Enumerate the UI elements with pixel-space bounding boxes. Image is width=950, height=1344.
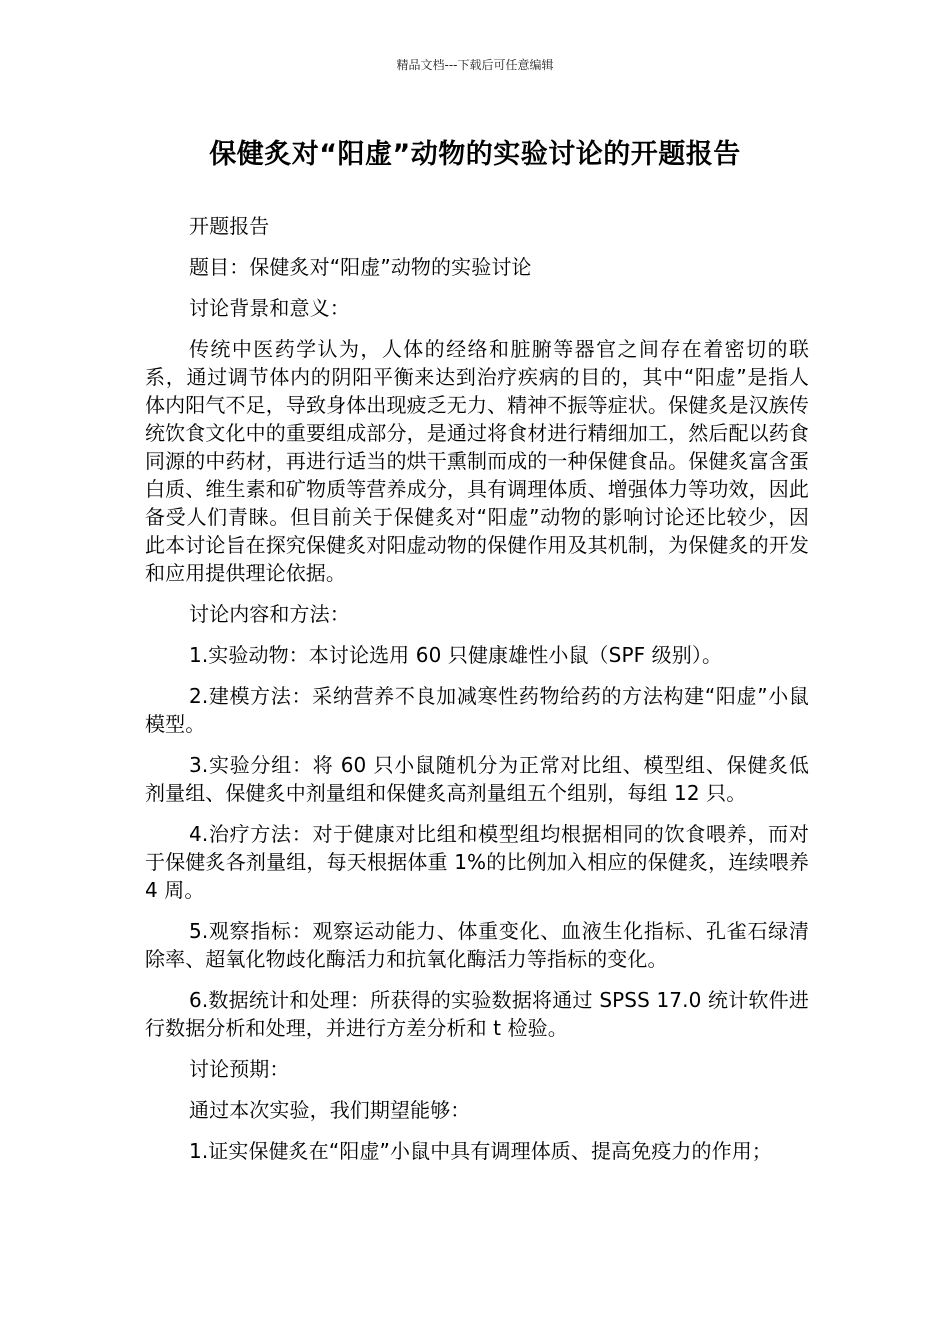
paragraph-background: 传统中医药学认为，人体的经络和脏腑等器官之间存在着密切的联系，通过调节体内的阴阳平衡来达到治疗疾病的目的，其中“阳虚”是指人体内阳气不足，导致身体出现疲乏无力、精神不振等症状。保健炙是汉族传统饮食文化中的重要组成部分，是通过将食材进行精细加工，然后配以药食同源的中药材，再进行适当的烘干熏制而成的一种保健食品。保健炙富含蛋白质、维生素和矿物质等营养成分，具有调理体质、增强体力等功效，因此备受人们青睐。但目前关于保健炙对“阳虚”动物的影响讨论还比较少，因此本讨论旨在探究保健炙对阳虚动物的保健作用及其机制，为保健炙的开发和应用提供理论依据。 — [145, 337, 809, 585]
paragraph-expectation-intro: 通过本次实验，我们期望能够： — [189, 1098, 471, 1122]
document-body — [145, 212, 809, 1178]
paragraph-method-6: 6.数据统计和处理：所获得的实验数据将通过 SPSS 17.0 统计软件进行数据分析和处理，并进行方差分析和 t 检验。 — [145, 988, 809, 1040]
header-note: 精品文档---下载后可任意编辑 — [396, 58, 554, 72]
paragraph-expectation-1: 1.证实保健炙在“阳虚”小鼠中具有调理体质、提高免疫力的作用； — [189, 1139, 772, 1163]
paragraph-method-5: 5.观察指标：观察运动能力、体重变化、血液生化指标、孔雀石绿清除率、超氧化物歧化酶活力和抗氧化酶活力等指标的变化。 — [145, 919, 809, 971]
paragraph-method-1: 1.实验动物：本讨论选用 60 只健康雄性小鼠（SPF 级别）。 — [189, 643, 723, 667]
document-title: 保健炙对“阳虚”动物的实验讨论的开题报告 — [209, 139, 741, 170]
paragraph-methods-heading: 讨论内容和方法： — [189, 602, 350, 626]
paragraph-expectation-heading: 讨论预期： — [189, 1057, 290, 1081]
paragraph-background-heading: 讨论背景和意义： — [189, 296, 350, 320]
paragraph-method-2: 2.建模方法：采纳营养不良加减寒性药物给药的方法构建“阳虚”小鼠模型。 — [145, 684, 809, 736]
paragraph-topic: 题目：保健炙对“阳虚”动物的实验讨论 — [189, 255, 532, 279]
paragraph-report-label: 开题报告 — [189, 214, 270, 238]
paragraph-method-3: 3.实验分组：将 60 只小鼠随机分为正常对比组、模型组、保健炙低剂量组、保健炙中剂量组和保健炙高剂量组五个组别，每组 12 只。 — [145, 753, 809, 805]
paragraph-method-4: 4.治疗方法：对于健康对比组和模型组均根据相同的饮食喂养，而对于保健炙各剂量组，每天根据体重 1%的比例加入相应的保健炙，连续喂养 4 周。 — [145, 822, 809, 902]
